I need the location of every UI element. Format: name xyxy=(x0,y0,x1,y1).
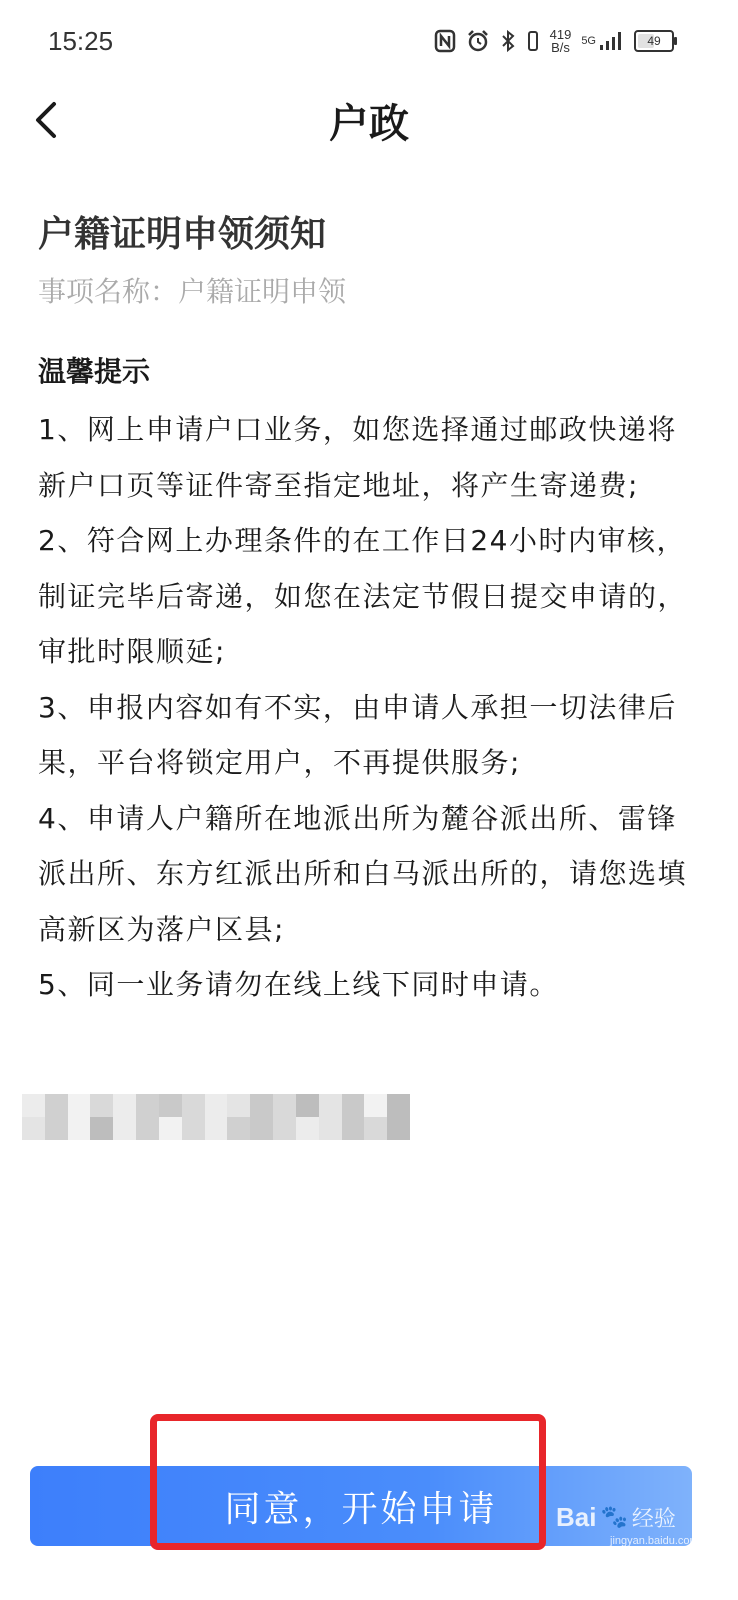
mosaic-cell xyxy=(113,1117,136,1140)
vibrate-icon xyxy=(526,29,540,53)
net-speed-value: 419 xyxy=(549,27,572,42)
mosaic-cell xyxy=(342,1094,365,1117)
mosaic-cell xyxy=(22,1094,45,1117)
bluetooth-icon xyxy=(500,29,516,53)
mosaic-cell xyxy=(227,1117,250,1140)
blurred-text xyxy=(22,1094,410,1140)
tips-heading: 温馨提示 xyxy=(38,355,151,388)
mosaic-cell xyxy=(45,1117,68,1140)
net-speed-unit: B/s xyxy=(551,40,570,55)
mosaic-cell xyxy=(227,1094,250,1117)
mosaic-cell xyxy=(182,1117,205,1140)
mosaic-cell xyxy=(296,1094,319,1117)
tip-item: 3、申报内容如有不实，由申请人承担一切法律后果，平台将锁定用户，不再提供服务; xyxy=(38,690,677,779)
mosaic-cell xyxy=(205,1117,228,1140)
status-time: 15:25 xyxy=(48,26,114,56)
watermark-brand: Bai xyxy=(556,1501,597,1532)
mosaic-cell xyxy=(159,1094,182,1117)
page-title: 户政 xyxy=(329,101,409,147)
mosaic-cell xyxy=(250,1094,273,1117)
watermark-url: jingyan.baidu.com xyxy=(610,1535,699,1547)
tips-list xyxy=(38,402,698,1013)
mosaic-cell xyxy=(182,1094,205,1117)
mosaic-cell xyxy=(319,1117,342,1140)
mosaic-cell xyxy=(296,1117,319,1140)
alarm-icon xyxy=(466,29,490,53)
mosaic-cell xyxy=(45,1094,68,1117)
status-bar xyxy=(0,0,738,84)
mosaic-cell xyxy=(250,1117,273,1140)
nav-bar xyxy=(0,84,738,156)
mosaic-cell xyxy=(68,1117,91,1140)
mosaic-cell xyxy=(136,1094,159,1117)
mosaic-cell xyxy=(342,1117,365,1140)
mosaic-cell xyxy=(273,1117,296,1140)
mosaic-cell xyxy=(90,1117,113,1140)
net-speed xyxy=(550,28,572,54)
item-name: 事项名称：户籍证明申领 xyxy=(38,275,347,308)
mosaic-cell xyxy=(387,1094,410,1117)
battery-level: 49 xyxy=(647,34,661,48)
status-icons xyxy=(434,24,674,58)
watermark-suffix: 经验 xyxy=(631,1506,676,1532)
mosaic-cell xyxy=(22,1117,45,1140)
mosaic-cell xyxy=(113,1094,136,1117)
notice-title: 户籍证明申领须知 xyxy=(38,214,327,255)
tip-item: 4、申请人户籍所在地派出所为麓谷派出所、雷锋派出所、东方红派出所和白马派出所的，请您选填高新区为落户区县; xyxy=(38,801,688,946)
mosaic-cell xyxy=(273,1094,296,1117)
tip-item: 5、同一业务请勿在线上线下同时申请。 xyxy=(38,968,559,1001)
tip-item: 2、符合网上办理条件的在工作日24小时内审核，制证完毕后寄递，如您在法定节假日提交申请的，审批时限顺延; xyxy=(38,524,688,668)
mosaic-cell xyxy=(364,1094,387,1117)
battery-icon xyxy=(634,30,674,52)
paw-icon: 🐾 xyxy=(600,1504,628,1530)
agree-button-label: 同意，开始申请 xyxy=(224,1488,498,1530)
mosaic-cell xyxy=(159,1117,182,1140)
signal-icon xyxy=(581,30,624,52)
mosaic-cell xyxy=(68,1094,91,1117)
mosaic-cell xyxy=(90,1094,113,1117)
tip-item: 1、网上申请户口业务，如您选择通过邮政快递将新户口页等证件寄至指定地址，将产生寄递费; xyxy=(38,413,677,502)
mosaic-cell xyxy=(136,1117,159,1140)
mosaic-cell xyxy=(364,1117,387,1140)
mosaic-cell xyxy=(205,1094,228,1117)
signal-tech-label: 5G xyxy=(581,34,596,47)
mosaic-cell xyxy=(387,1117,410,1140)
nfc-icon xyxy=(434,29,456,53)
notice-content xyxy=(38,210,698,1013)
mosaic-cell xyxy=(319,1094,342,1117)
